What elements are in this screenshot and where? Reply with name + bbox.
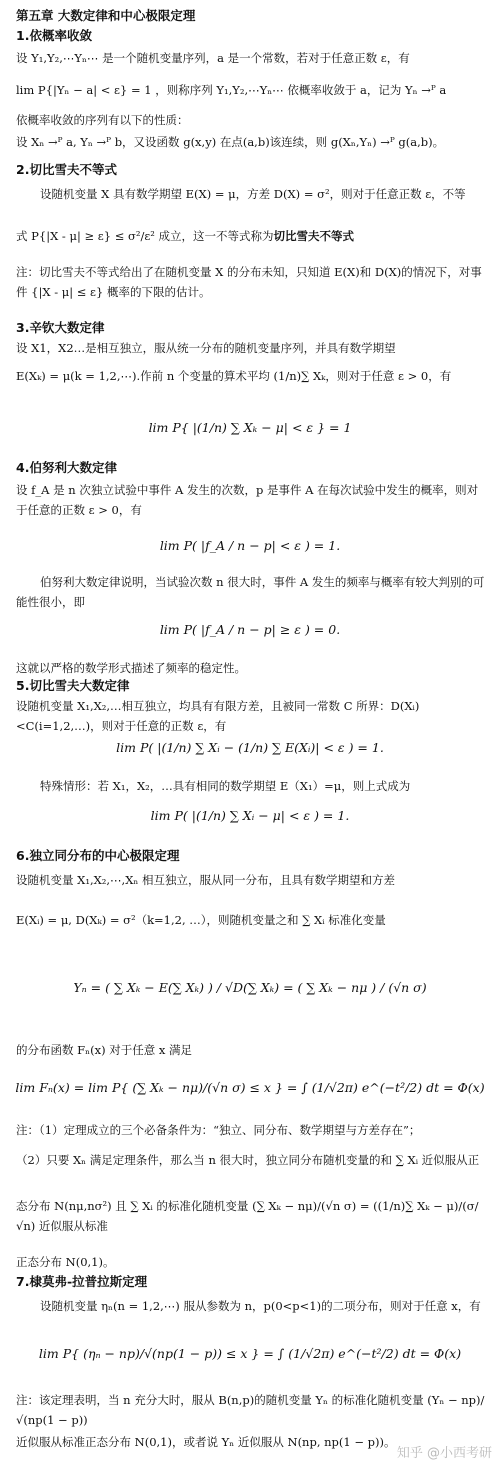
s1-paragraph-1: 设 Y₁,Y₂,⋯Yₙ⋯ 是一个随机变量序列，a 是一个常数，若对于任意正数 ε，有: [16, 51, 410, 65]
section-title-5: 5.切比雪夫大数定律: [16, 678, 130, 693]
s1-paragraph-2: lim P{|Yₙ − a| < ε} = 1 ，则称序列 Y₁,Y₂,⋯Yₙ⋯ 依概率收敛于 a，记为 Yₙ →ᴾ a: [16, 83, 447, 97]
s5-paragraph-2: 特殊情形：若 X₁，X₂，…具有相同的数学期望 E（X₁）=μ，则上式成为: [40, 779, 411, 793]
s4-paragraph-1: 设 f_A 是 n 次独立试验中事件 A 发生的次数，p 是事件 A 在每次试验中发生的概率，则对于任意的正数 ε > 0，有: [16, 483, 479, 517]
s2-paragraph-2: [16, 226, 486, 246]
section-title-1: 1.依概率收敛: [16, 28, 92, 43]
s7-note-2: 近似服从标准正态分布 N(0,1)，或者说 Yₙ 近似服从 N(np, np(1 − p))。: [16, 1435, 396, 1449]
section-title-4: 4.伯努利大数定律: [16, 460, 117, 475]
s6-note-2: （2）只要 Xₙ 满足定理条件，那么当 n 很大时，独立同分布随机变量的和 ∑ Xᵢ 近似服从正: [16, 1153, 480, 1167]
s2-paragraph-2-text: 式 P{|X - μ| ≥ ε} ≤ σ²/ε² 成立，这一不等式称为: [16, 229, 274, 243]
s4-formula-2: lim P( |f_A / n − p| ≥ ε ) = 0.: [159, 622, 341, 637]
s7-paragraph-1: 设随机变量 ηₙ(n = 1,2,⋯) 服从参数为 n，p(0<p<1)的二项分布，则对于任意 x，有: [40, 1299, 481, 1313]
s6-note-3: 态分布 N(nμ,nσ²) 且 ∑ Xᵢ 的标准化随机变量 (∑ Xₖ − nμ)/(√n σ) = ((1/n)∑ Xₖ − μ)/(σ/√n) 近似服从标准: [16, 1199, 479, 1233]
s6-paragraph-2: E(Xᵢ) = μ, D(Xₖ) = σ²（k=1,2, …），则随机变量之和 ∑ Xᵢ 标准化变量: [16, 913, 386, 927]
s5-paragraph-1: 设随机变量 X₁,X₂,…相互独立，均具有有限方差，且被同一常数 C 所界：D(Xᵢ)<C(i=1,2,…)，则对于任意的正数 ε，有: [16, 699, 420, 733]
s2-note: 注：切比雪夫不等式给出了在随机变量 X 的分布未知，只知道 E(X)和 D(X)的情况下，对事件 {|X - μ| ≤ ε} 概率的下限的估计。: [16, 265, 482, 299]
s2-term-bold: 切比雪夫不等式: [273, 229, 355, 243]
s4-formula-1: lim P( |f_A / n − p| < ε ) = 1.: [159, 538, 341, 553]
s6-formula-2: lim Fₙ(x) = lim P{ (∑ Xₖ − nμ)/(√n σ) ≤ x } = ∫ (1/√2π) e^(−t²/2) dt = Φ(x): [15, 1080, 485, 1095]
s6-formula-1: Yₙ = ( ∑ Xₖ − E(∑ Xₖ) ) / √D(∑ Xₖ) = ( ∑ Xₖ − nμ ) / (√n σ): [73, 980, 427, 995]
s5-formula-2: lim P( |(1/n) ∑ Xᵢ − μ| < ε ) = 1.: [150, 808, 350, 823]
chapter-title: 第五章 大数定律和中心极限定理: [16, 8, 196, 23]
s4-paragraph-2: 伯努利大数定律说明，当试验次数 n 很大时，事件 A 发生的频率与概率有较大判别的可能性很小，即: [16, 575, 485, 609]
section-title-3: 3.辛钦大数定律: [16, 320, 105, 335]
section-title-2: 2.切比雪夫不等式: [16, 162, 117, 177]
s2-paragraph-1: 设随机变量 X 具有数学期望 E(X) = μ，方差 D(X) = σ²，则对于任意正数 ε，不等: [40, 187, 466, 201]
watermark: 知乎 @小西考研: [396, 1446, 492, 1461]
s6-paragraph-3: 的分布函数 Fₙ(x) 对于任意 x 满足: [16, 1043, 193, 1057]
s3-paragraph-2: E(Xₖ) = μ(k = 1,2,⋯).作前 n 个变量的算术平均 (1/n)∑ Xₖ，则对于任意 ε > 0，有: [16, 369, 452, 383]
s6-note-1: 注：（1）定理成立的三个必备条件为：“独立、同分布、数学期望与方差存在”；: [16, 1123, 421, 1137]
s1-paragraph-4: 设 Xₙ →ᴾ a, Yₙ →ᴾ b，又设函数 g(x,y) 在点(a,b)该连续，则 g(Xₙ,Yₙ) →ᴾ g(a,b)。: [16, 135, 445, 149]
section-title-7: 7.棣莫弗-拉普拉斯定理: [16, 1274, 148, 1289]
s5-formula-1: lim P( |(1/n) ∑ Xᵢ − (1/n) ∑ E(Xᵢ)| < ε ) = 1.: [116, 740, 384, 755]
s3-paragraph-1: 设 X1，X2…是相互独立，服从统一分布的随机变量序列，并具有数学期望: [16, 341, 396, 355]
s7-note-1: 注：该定理表明，当 n 充分大时，服从 B(n,p)的随机变量 Yₙ 的标准化随机变量 (Yₙ − np)/√(np(1 − p)): [16, 1393, 485, 1427]
s6-paragraph-1: 设随机变量 X₁,X₂,⋯,Xₙ 相互独立，服从同一分布，且具有数学期望和方差: [16, 873, 396, 887]
s7-formula-1: lim P{ (ηₙ − np)/√(np(1 − p)) ≤ x } = ∫ (1/√2π) e^(−t²/2) dt = Φ(x): [38, 1346, 462, 1361]
section-title-6: 6.独立同分布的中心极限定理: [16, 848, 180, 863]
s6-note-4: 正态分布 N(0,1)。: [16, 1255, 115, 1269]
s1-paragraph-3: 依概率收敛的序列有以下的性质：: [16, 113, 189, 127]
s4-paragraph-3: 这就以严格的数学形式描述了频率的稳定性。: [16, 661, 246, 675]
s3-formula-1: lim P{ |(1/n) ∑ Xₖ − μ| < ε } = 1: [148, 420, 352, 435]
